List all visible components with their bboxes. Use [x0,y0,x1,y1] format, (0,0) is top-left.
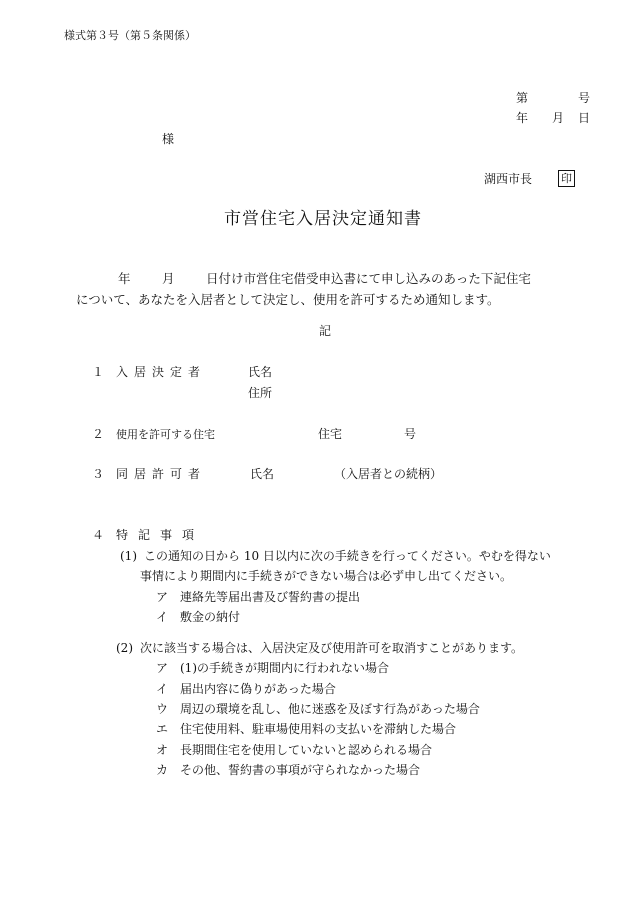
note1-label: (1) [120,549,137,563]
note1-a-mark: ア [156,590,169,604]
date-year: 年 [516,111,529,125]
item2-number: ２ [92,427,105,441]
note1-line1: この通知の日から 10 日以内に次の手続きを行ってください。やむを得ない [144,549,551,563]
note2-u-mark: ウ [156,702,169,716]
item4-number: ４ [92,528,105,542]
item1-name-label: 氏名 [248,365,273,379]
item1-label: 入居決定者 [116,365,207,379]
ki-label: 記 [319,324,332,338]
note2-e-text: 住宅使用料、駐車場使用料の支払いを滞納した場合 [180,722,457,736]
note2-ka-mark: カ [156,763,169,777]
item3-label: 同居許可者 [116,467,207,481]
item3-relation: （入居者との続柄） [334,467,443,481]
note2-line: 次に該当する場合は、入居決定及び使用許可を取消すことがあります。 [140,641,524,655]
item3-name-label: 氏名 [250,467,275,481]
body-month: 月 [162,271,175,286]
note2-a-mark: ア [156,661,169,675]
body-line2: について、あなたを入居者として決定し、使用を許可するため通知します。 [76,292,500,307]
note2-i-text: 届出内容に偽りがあった場合 [180,682,336,696]
seal-stamp [558,169,575,187]
note2-o-text: 長期間住宅を使用していないと認められる場合 [180,743,433,757]
note1-i-text: 敷金の納付 [180,610,241,624]
note2-u-text: 周辺の環境を乱し、他に迷惑を及ぼす行為があった場合 [180,702,480,716]
note2-o-mark: オ [156,743,169,757]
note2-ka-text: その他、誓約書の事項が守られなかった場合 [180,763,421,777]
item1-number: １ [92,365,105,379]
item2-jutaku: 住宅 [318,427,343,441]
number-go: 号 [578,91,591,105]
note1-line2: 事情により期間内に手続きができない場合は必ず申し出てください。 [140,569,513,583]
item1-address-label: 住所 [248,386,273,400]
body-line1: 日付け市営住宅借受申込書にて申し込みのあった下記住宅 [206,271,531,286]
seal-label: 印 [558,170,575,187]
note2-a-text: (1)の手続きが期間内に行われない場合 [180,661,389,675]
note2-label: (2) [116,641,133,655]
date-month: 月 [552,111,565,125]
item2-label: 使用を許可する住宅 [116,428,215,441]
note2-e-mark: エ [156,722,169,736]
item2-go: 号 [404,427,417,441]
issuer-name: 湖西市長 [484,172,533,186]
form-number: 様式第３号（第５条関係） [64,29,196,42]
item4-label: 特記事項 [116,528,205,542]
number-dai: 第 [516,91,529,105]
note2-i-mark: イ [156,682,169,696]
note1-i-mark: イ [156,610,169,624]
date-day: 日 [578,111,591,125]
body-year: 年 [118,271,131,286]
addressee-sama: 様 [162,132,175,146]
item3-number: ３ [92,467,105,481]
note1-a-text: 連絡先等届出書及び誓約書の提出 [180,590,361,604]
document-title: 市営住宅入居決定通知書 [224,209,422,229]
